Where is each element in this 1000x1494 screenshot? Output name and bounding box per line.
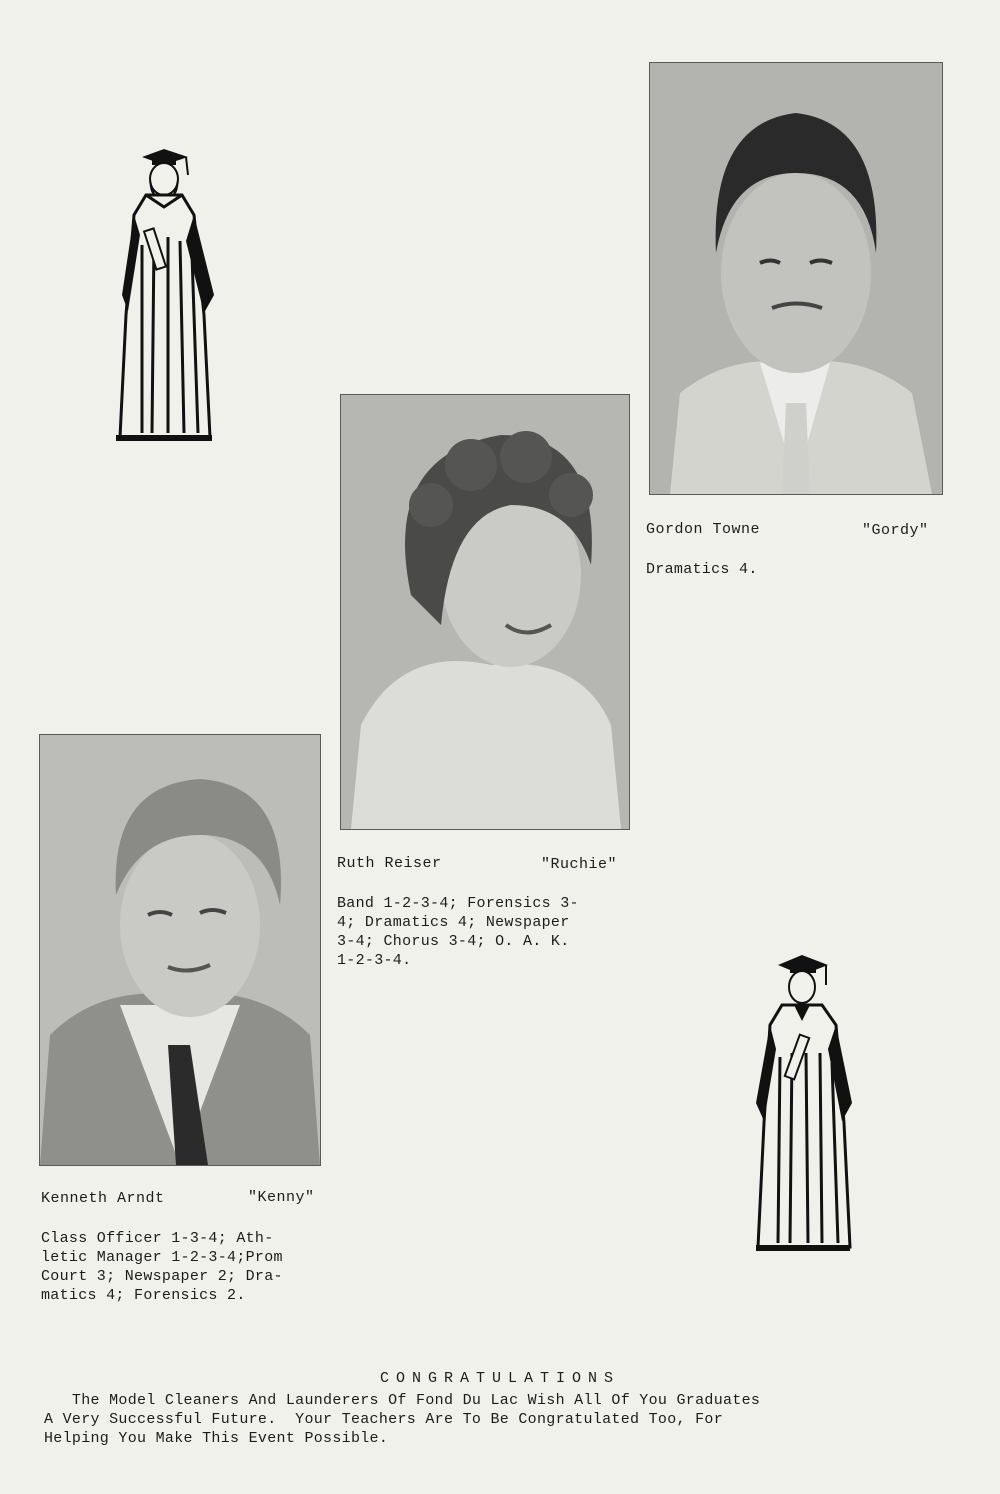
gordon-towne-name: Gordon Towne (646, 521, 761, 538)
message-line: A Very Successful Future. Your Teachers Are To Be Congratulated Too, For (44, 1411, 724, 1428)
female-graduate-illustration (112, 145, 216, 443)
congratulations-title: CONGRATULATIONS (379, 1370, 621, 1387)
activity-line: Court 3; Newspaper 2; Dra- (41, 1268, 283, 1285)
ruth-reiser-name: Ruth Reiser (337, 855, 442, 872)
ruth-reiser-nickname: "Ruchie" (541, 856, 618, 873)
kenneth-arndt-activities (41, 1229, 283, 1305)
activity-line: Dramatics 4. (646, 561, 758, 578)
kenneth-arndt-nickname: "Kenny" (248, 1189, 315, 1206)
gordon-towne-photo (649, 62, 943, 495)
kenneth-arndt-name: Kenneth Arndt (41, 1190, 165, 1207)
ruth-reiser-activities (337, 894, 579, 970)
activity-line: 3-4; Chorus 3-4; O. A. K. (337, 933, 570, 950)
congratulations-message (44, 1391, 944, 1448)
male-graduate-illustration (752, 953, 854, 1253)
activity-line: Band 1-2-3-4; Forensics 3- (337, 895, 579, 912)
activity-line: 1-2-3-4. (337, 952, 412, 969)
kenneth-arndt-photo (39, 734, 321, 1166)
activity-line: 4; Dramatics 4; Newspaper (337, 914, 570, 931)
message-line: The Model Cleaners And Launderers Of Fond Du Lac Wish All Of You Graduates (44, 1392, 761, 1409)
gordon-towne-activities (646, 560, 758, 579)
activity-line: matics 4; Forensics 2. (41, 1287, 246, 1304)
gordon-towne-nickname: "Gordy" (862, 522, 929, 539)
activity-line: Class Officer 1-3-4; Ath- (41, 1230, 274, 1247)
activity-line: letic Manager 1-2-3-4;Prom (41, 1249, 283, 1266)
ruth-reiser-photo (340, 394, 630, 830)
message-line: Helping You Make This Event Possible. (44, 1430, 389, 1447)
